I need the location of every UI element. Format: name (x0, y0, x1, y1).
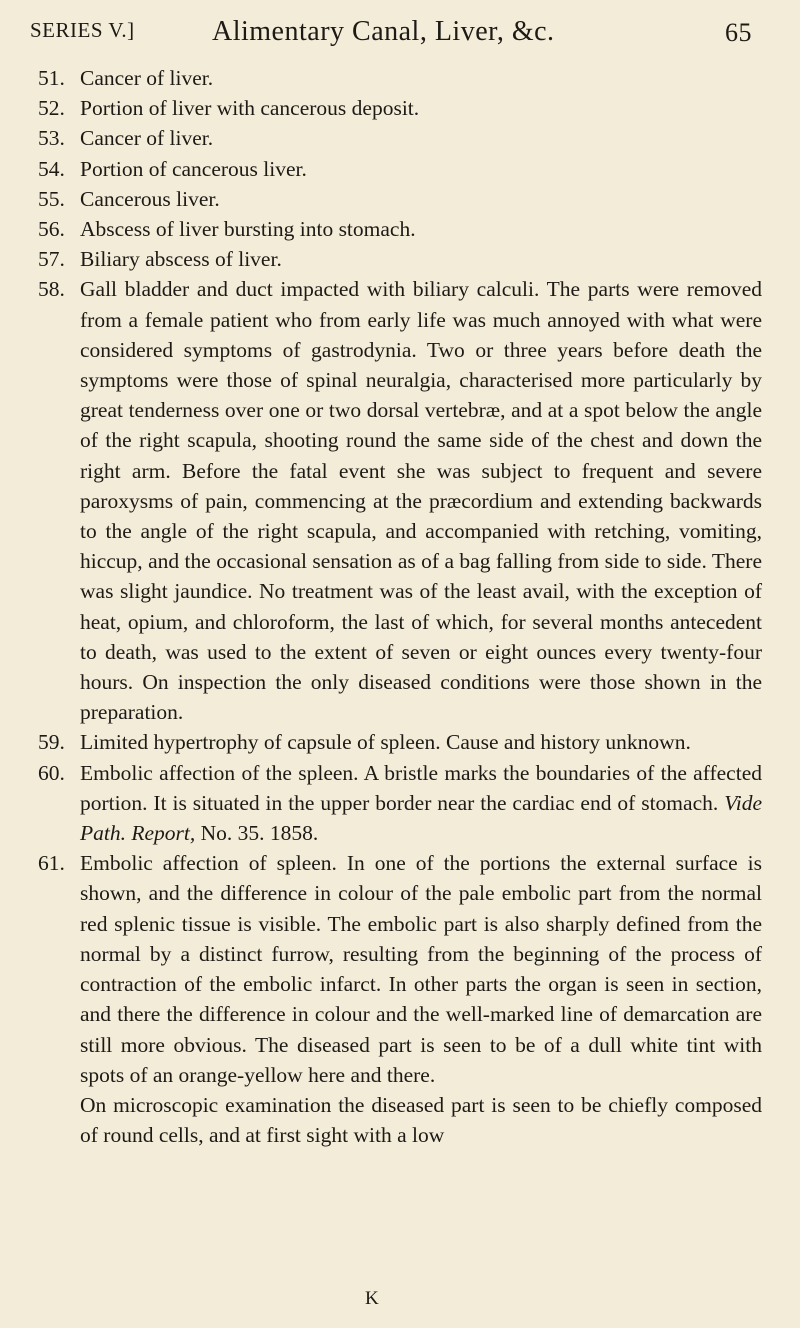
entry-number: 55. (38, 186, 65, 211)
entry-text: Abscess of liver bursting into stomach. (80, 217, 416, 242)
entry-56 (38, 214, 762, 244)
entry-number: 61. (38, 851, 65, 876)
entry-number: 57. (38, 247, 65, 272)
entry-58 (38, 274, 762, 727)
entry-text: Biliary abscess of liver. (80, 247, 282, 272)
entry-text: Gall bladder and duct impacted with biliary calculi. The parts were removed from a female patient who from early life was much annoyed with what were considered symptoms of gastrodynia. Two or three years before death the symptoms were those of spinal neuralgia, characterised more particularly by great tenderness over one or two dorsal vertebræ, and at a spot below the angle of the right scapula, shooting round the same side of the chest and down the right arm. Before the fatal event she was subject to frequent and severe paroxysms of pain, commencing at the præcordium and extending backwards to the angle of the right scapula, and accompanied with retching, vomiting, hiccup, and the occasional sensation as of a bag falling from side to side. There was slight jaundice. No treatment was of the least avail, with the exception of heat, opium, and chloroform, the last of which, for several months antecedent to death, was used to the extent of seven or eight ounces every twenty-four hours. On inspection the only diseased conditions were those shown in the preparation. (80, 277, 762, 725)
entry-54 (38, 154, 762, 184)
entry-60 (38, 758, 762, 849)
report-reference: Vide Path. Report, (80, 790, 762, 846)
signature-mark: K (365, 1288, 379, 1309)
entry-text: Embolic affection of spleen. In one of the portions the external surface is shown, and the difference in colour of the pale embolic part from the normal red splenic tissue is visible. The embolic part is also sharply defined from the normal by a distinct furrow, resulting from the beginning of the process of contraction of the embolic infarct. In other parts the organ is seen in section, and there the difference in colour and the well-marked line of demarcation are still more obvious. The diseased part is seen to be of a dull white tint with spots of an orange-yellow here and there. (80, 851, 762, 1087)
report-number: No. 35. 1858. (200, 821, 319, 846)
running-title: Alimentary Canal, Liver, &c. (212, 16, 555, 47)
entry-text: Portion of cancerous liver. (80, 156, 307, 181)
entry-57 (38, 244, 762, 274)
entry-59 (38, 727, 762, 757)
entry-text: Cancerous liver. (80, 186, 220, 211)
entry-text: Limited hypertrophy of capsule of spleen. Cause and history unknown. (80, 730, 691, 755)
entry-number: 58. (38, 277, 65, 302)
catalogue-entries (38, 63, 762, 1150)
entry-text: Cancer of liver. (80, 126, 214, 151)
entry-51 (38, 63, 762, 93)
entry-number: 53. (38, 126, 65, 151)
entry-text-main: Embolic affection of the spleen. A bristle marks the boundaries of the affected portion. It is situated in the upper border near the cardiac end of stomach. (80, 760, 762, 815)
entry-number: 51. (38, 66, 65, 90)
entry-61 (38, 848, 762, 1090)
entry-number: 56. (38, 217, 65, 242)
entry-number: 59. (38, 730, 65, 755)
series-label: SERIES V.] (30, 18, 135, 42)
entry-text (80, 758, 762, 849)
page-number: 65 (725, 18, 752, 47)
entry-61-continuation: On microscopic examination the diseased part is seen to be chiefly composed of round cells, and at first sight with a low (80, 1092, 762, 1148)
entry-55 (38, 184, 762, 214)
entry-number: 52. (38, 96, 65, 121)
running-header (30, 18, 752, 52)
entry-number: 54. (38, 156, 65, 181)
entry-number: 60. (38, 760, 65, 785)
entry-52 (38, 93, 762, 123)
entry-text: Cancer of liver. (80, 66, 214, 90)
entry-53 (38, 123, 762, 153)
entry-text: Portion of liver with cancerous deposit. (80, 96, 420, 121)
